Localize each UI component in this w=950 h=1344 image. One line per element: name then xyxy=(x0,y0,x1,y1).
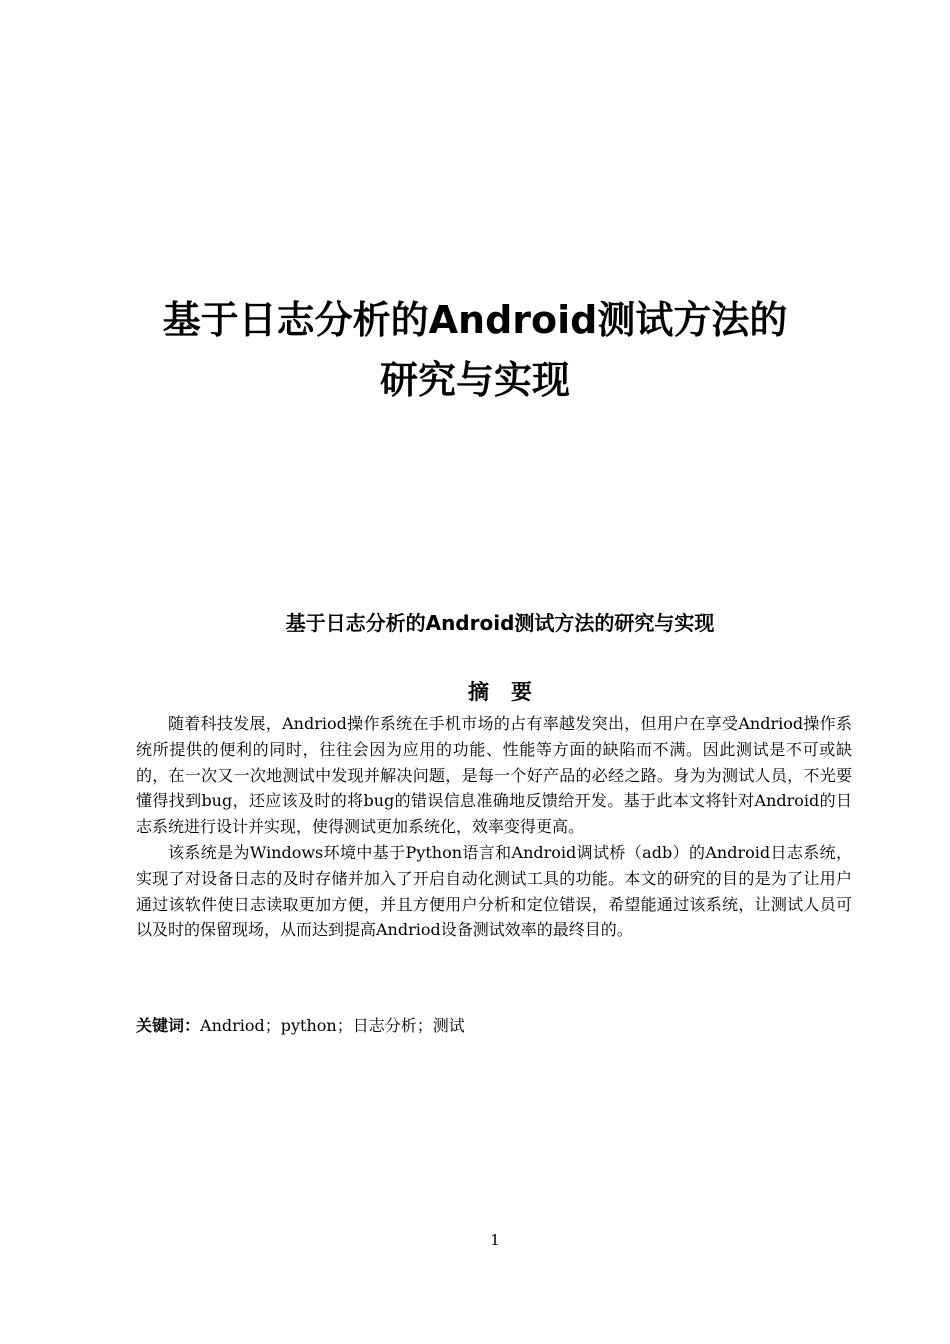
document-title xyxy=(100,290,850,410)
abstract-title: 基于日志分析的Android测试方法的研究与实现 xyxy=(285,611,715,635)
page-number: 1 xyxy=(490,1231,500,1249)
abstract-heading: 摘要 xyxy=(468,680,554,704)
abstract-paragraph-1: 随着科技发展，Andriod操作系统在手机市场的占有率越发突出，但用户在享受Andriod操作系统所提供的便利的同时，往往会因为应用的功能、性能等方面的缺陷而不满。因此测试是不可或缺的，在一次又一次地测试中发现并解决问题，是每一个好产品的必经之路。身为为测试人员，不光要懂得找到bug，还应该及时的将bug的错误信息准确地反馈给开发。基于此本文将针对Android的日志系统进行设计并实现，使得测试更加系统化，效率变得更高。 xyxy=(136,714,852,837)
keywords-line xyxy=(136,1013,852,1039)
document-title-line-1: 基于日志分析的Android测试方法的 xyxy=(162,298,788,342)
abstract-paragraph-2: 该系统是为Windows环境中基于Python语言和Android调试桥（adb）的Android日志系统，实现了对设备日志的及时存储并加入了开启自动化测试工具的功能。本文的研究的目的是为了让用户通过该软件使日志读取更加方便，并且方便用户分析和定位错误，希望能通过该系统，让测试人员可以及时的保留现场，从而达到提高Andriod设备测试效率的最终目的。 xyxy=(136,842,852,940)
keywords-text: Andriod；python；日志分析；测试 xyxy=(200,1016,465,1035)
document-title-line-2: 研究与实现 xyxy=(379,358,570,402)
abstract-body xyxy=(136,711,852,943)
keywords-label: 关键词： xyxy=(136,1016,201,1035)
